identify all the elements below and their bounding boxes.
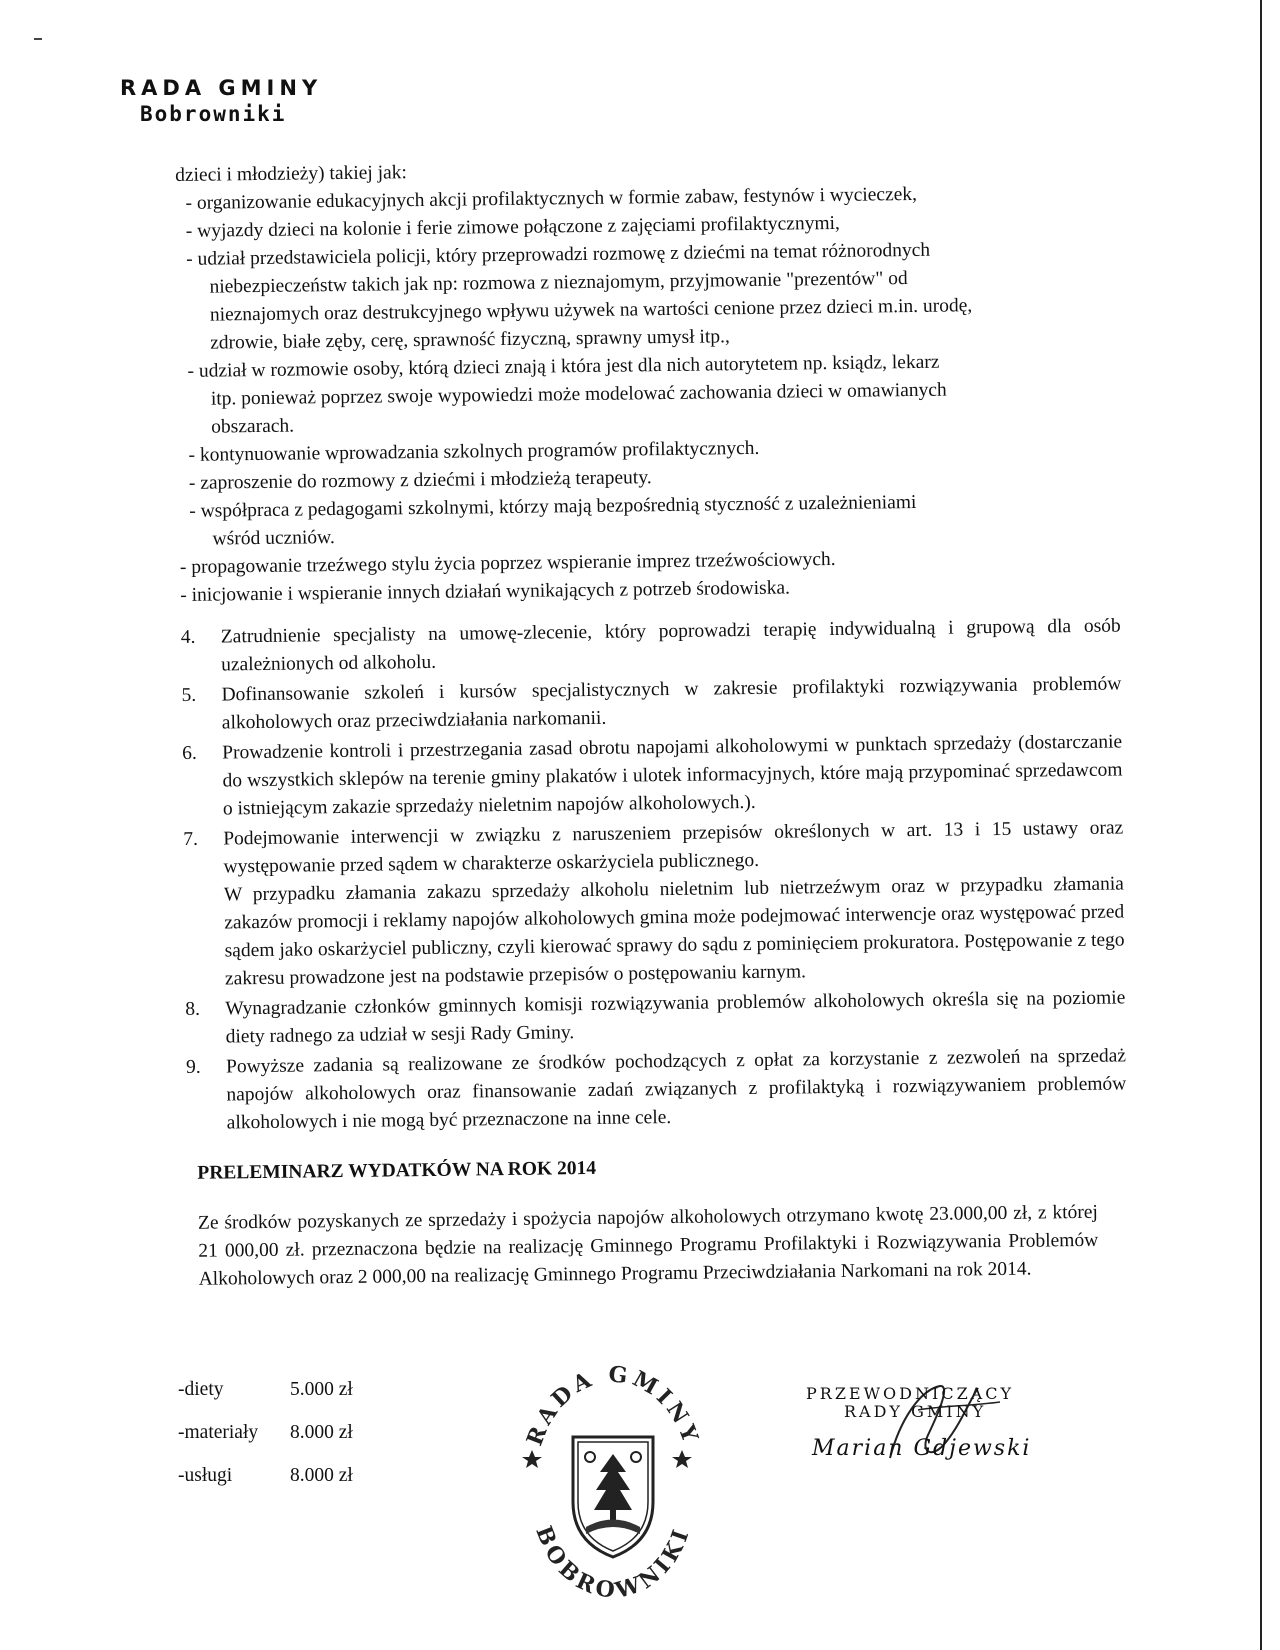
bullet-line: niebezpieczeństw takich jak np: rozmowa z nieznajomym, przyjmowanie "prezentów" od (209, 268, 908, 298)
document-body (175, 151, 1129, 1294)
list-item-number: 4. (180, 626, 196, 648)
list-item-body (223, 814, 1125, 993)
bullet-line: - zaproszenie do rozmowy z dziećmi i młodzieżą terapeuty. (188, 467, 652, 494)
scan-speck (34, 38, 42, 40)
list-item (185, 984, 1126, 1051)
list-item-number: 9. (185, 1056, 201, 1078)
bullet-line: itp. ponieważ poprzez swoje wypowiedzi może modelować zachowania dzieci w omawianych (210, 379, 947, 410)
list-item-number: 8. (185, 998, 201, 1020)
cost-label: -usługi (178, 1464, 233, 1486)
bullet-line: zdrowie, białe zęby, cerę, sprawność fizyczną, sprawny umysł itp., (210, 326, 730, 354)
list-item-text: Prowadzenie kontroli i przestrzegania zasad obrotu napojami alkoholowymi w punktach sprzedaży (dostarczanie do wszystkich sklepów na terenie gminy plakatów i ulotek informacyjnych, które mają przypominać sprzedawcom o istniejącym zakazie sprzedaży nieletnim napojów alkoholowych.). (222, 731, 1123, 820)
bullet-line: - wyjazdy dzieci na kolonie i ferie zimowe połączone z zajęciami profilaktycznymi, (185, 212, 840, 242)
bullet-line: - organizowanie edukacyjnych akcji profilaktycznych w formie zabaw, festynów i wycieczek, (185, 183, 918, 214)
list-item-text: Wynagradzanie członków gminnych komisji rozwiązywania problemów alkoholowych określa się na poziomie diety radnego za udział w sesji Rady Gminy. (225, 987, 1126, 1048)
list-item (186, 1042, 1127, 1137)
cost-amount: 8.000 zł (290, 1421, 353, 1443)
letterhead (120, 76, 322, 126)
list-item (181, 670, 1122, 737)
section-title: PRELEMINARZ WYDATKÓW NA ROK 2014 (197, 1157, 597, 1184)
cost-row (178, 1454, 353, 1497)
bullet-line: - udział w rozmowie osoby, którą dzieci znają i która jest dla nich autorytetem np. ksiądz, lekarz (187, 351, 940, 382)
scan-edge-line (1260, 0, 1262, 1650)
list-item (183, 814, 1125, 993)
bullet-line: nieznajomych oraz destrukcyjnego wpływu używek na wartości cenione przez dzieci m.in. urodę, (209, 295, 973, 326)
cost-label: -diety (178, 1378, 224, 1400)
list-item-text: Dofinansowanie szkoleń i kursów specjalistycznych w zakresie profilaktyki rozwiązywania problemów alkoholowych oraz przeciwdziałania narkomanii. (221, 673, 1122, 734)
letterhead-line1: RADA GMINY (120, 76, 323, 100)
seal-bottom-text: BOBROWNIKI (530, 1522, 696, 1605)
bullet-line: - udział przedstawiciela policji, który przeprowadzi rozmowę z dziećmi na temat różnorodnych (186, 239, 931, 270)
cost-amount: 5.000 zł (290, 1378, 353, 1400)
bullet-line: wśród uczniów. (212, 527, 335, 550)
list-item (182, 728, 1123, 823)
official-seal (518, 1362, 708, 1612)
list-item-text: Podejmowanie interwencji w związku z naruszeniem przepisów określonych w art. 13 i 15 ustawy oraz występowanie przed sądem w charakterze oskarżyciela publicznego. (223, 817, 1124, 878)
budget-summary: Ze środków pozyskanych ze sprzedaży i spożycia napojów alkoholowych otrzymano kwotę 23.000,00 zł, z której 21 000,00 zł. przeznaczona będzie na realizację Gminnego Programu Profilaktyki i Rozwiązywania Problemów Alkoholowych oraz 2 000,00 na realizację Gminnego Programu Przeciwdziałania Narkomani na rok 2014. (197, 1201, 1099, 1290)
bullet-line: - kontynuowanie wprowadzania szkolnych programów profilaktycznych. (188, 437, 760, 466)
list-lead: dzieci i młodzieży) takiej jak: (175, 162, 408, 186)
bullet-line: - inicjowanie i wspieranie innych działań wynikających z potrzeb środowiska. (180, 577, 791, 606)
cost-label: -materiały (178, 1421, 259, 1443)
list-item-number: 6. (182, 742, 197, 764)
signature-subtitle: RADY GMINY (844, 1402, 987, 1421)
list-item (181, 612, 1122, 679)
svg-text:BOBROWNIKI (530, 1522, 695, 1604)
bullet-line: obszarach. (211, 415, 295, 438)
bullet-line: - współpraca z pedagogami szkolnymi, którzy mają bezpośrednią styczność z uzależnieniami (189, 491, 917, 522)
list-item-number: 7. (183, 828, 199, 850)
coat-of-arms-icon (573, 1437, 653, 1557)
chairman-signature-block (800, 1380, 1070, 1480)
seal-graphic (518, 1362, 708, 1612)
list-item-text: Powyższe zadania są realizowane ze środków pochodzących z opłat za korzystanie z zezwoleń na sprzedaż napojów alkoholowych oraz finansowanie zadań związanych z profilaktyką i rozwiązywaniem problemów alkoholowych i nie mogą być przeznaczone na inne cele. (225, 1045, 1127, 1134)
list-item-text: Zatrudnienie specjalisty na umowę-zlecenie, który poprowadzi terapię indywidualną i grupową dla osób uzależnionych od alkoholu. (220, 615, 1121, 676)
list-item-subparagraph: W przypadku złamania zakazu sprzedaży alkoholu nieletnim lub nietrzeźwym oraz w przypadku złamania zakazów promocji i reklamy napojów alkoholowych gmina może podejmować interwencje oraz występować przed sądem jako oskarżyciel publiczny, czyli kierować sprawy do sądu z pominięciem prokuratora. Postępowanie z tego zakresu prowadzone jest na podstawie przepisów o postępowaniu karnym. (223, 873, 1125, 990)
letterhead-line2: Bobrowniki (140, 102, 287, 126)
cost-amount: 8.000 zł (290, 1464, 353, 1486)
numbered-list (181, 612, 1127, 1137)
signature-name: Marian Gdjewski (812, 1436, 1032, 1461)
seal-top-text: RADA GMINY (521, 1362, 705, 1450)
list-item-number: 5. (181, 684, 197, 706)
cost-list (178, 1368, 353, 1497)
bullet-line: - propagowanie trzeźwego stylu życia poprzez wspieranie imprez trzeźwościowych. (179, 548, 836, 578)
signature-title: PRZEWODNICZĄCY (806, 1384, 1015, 1403)
cost-row (178, 1411, 353, 1454)
cost-row (178, 1368, 353, 1411)
